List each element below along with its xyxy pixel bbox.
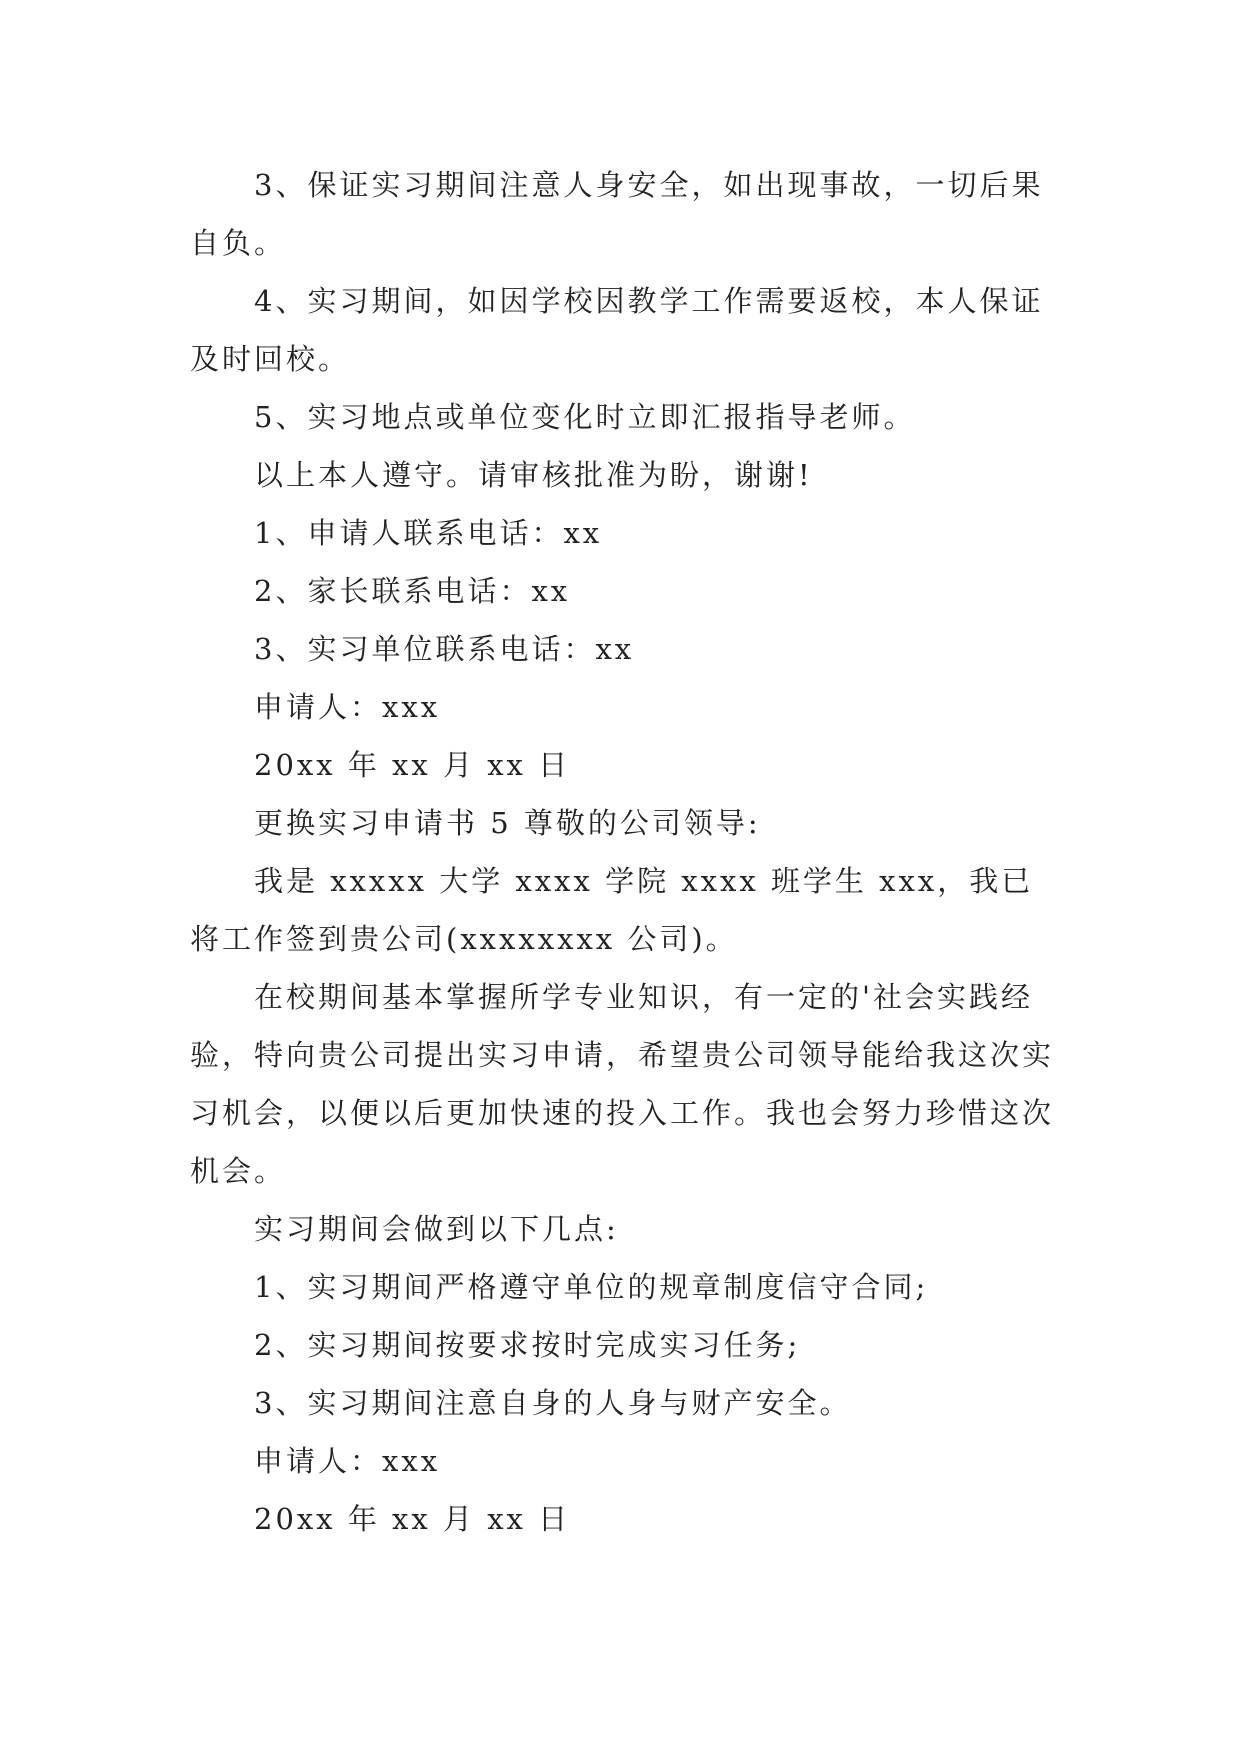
paragraph-introduction: 我是 xxxxx 大学 xxxx 学院 xxxx 班学生 xxx，我已将工作签到贵公司(xxxxxxxx 公司)。 [190,864,1034,956]
paragraph-commitment-rules: 1、实习期间严格遵守单位的规章制度信守合同; [254,1270,929,1304]
paragraph-application-body: 在校期间基本掌握所学专业知识，有一定的'社会实践经验，特向贵公司提出实习申请，希望贵公司领导能给我这次实习机会，以便以后更加快速的投入工作。我也会努力珍惜这次机会。 [190,980,1055,1188]
paragraph-letter-heading: 更换实习申请书 5 尊敬的公司领导: [254,806,761,840]
paragraph-applicant-signature-2: 申请人：xxx [254,1444,441,1478]
paragraph-commitment-tasks: 2、实习期间按要求按时完成实习任务; [254,1328,801,1362]
document-body [190,156,1058,1548]
paragraph-parent-phone: 2、家长联系电话：xx [254,574,571,608]
paragraph-applicant-phone: 1、申请人联系电话：xx [254,516,603,550]
paragraph-unit-phone: 3、实习单位联系电话：xx [254,632,635,666]
paragraph-request-approval: 以上本人遵守。请审核批准为盼，谢谢! [254,458,813,492]
paragraph-report-clause: 5、实习地点或单位变化时立即汇报指导老师。 [254,400,916,434]
paragraph-date: 20xx 年 xx 月 xx 日 [254,748,571,782]
paragraph-commitments-heading: 实习期间会做到以下几点: [254,1212,619,1246]
paragraph-date-2: 20xx 年 xx 月 xx 日 [254,1502,571,1536]
paragraph-return-clause: 4、实习期间，如因学校因教学工作需要返校，本人保证及时回校。 [190,284,1044,376]
paragraph-applicant-signature: 申请人：xxx [254,690,441,724]
paragraph-safety-clause: 3、保证实习期间注意人身安全，如出现事故，一切后果自负。 [190,168,1044,260]
paragraph-commitment-safety: 3、实习期间注意自身的人身与财产安全。 [254,1386,852,1420]
